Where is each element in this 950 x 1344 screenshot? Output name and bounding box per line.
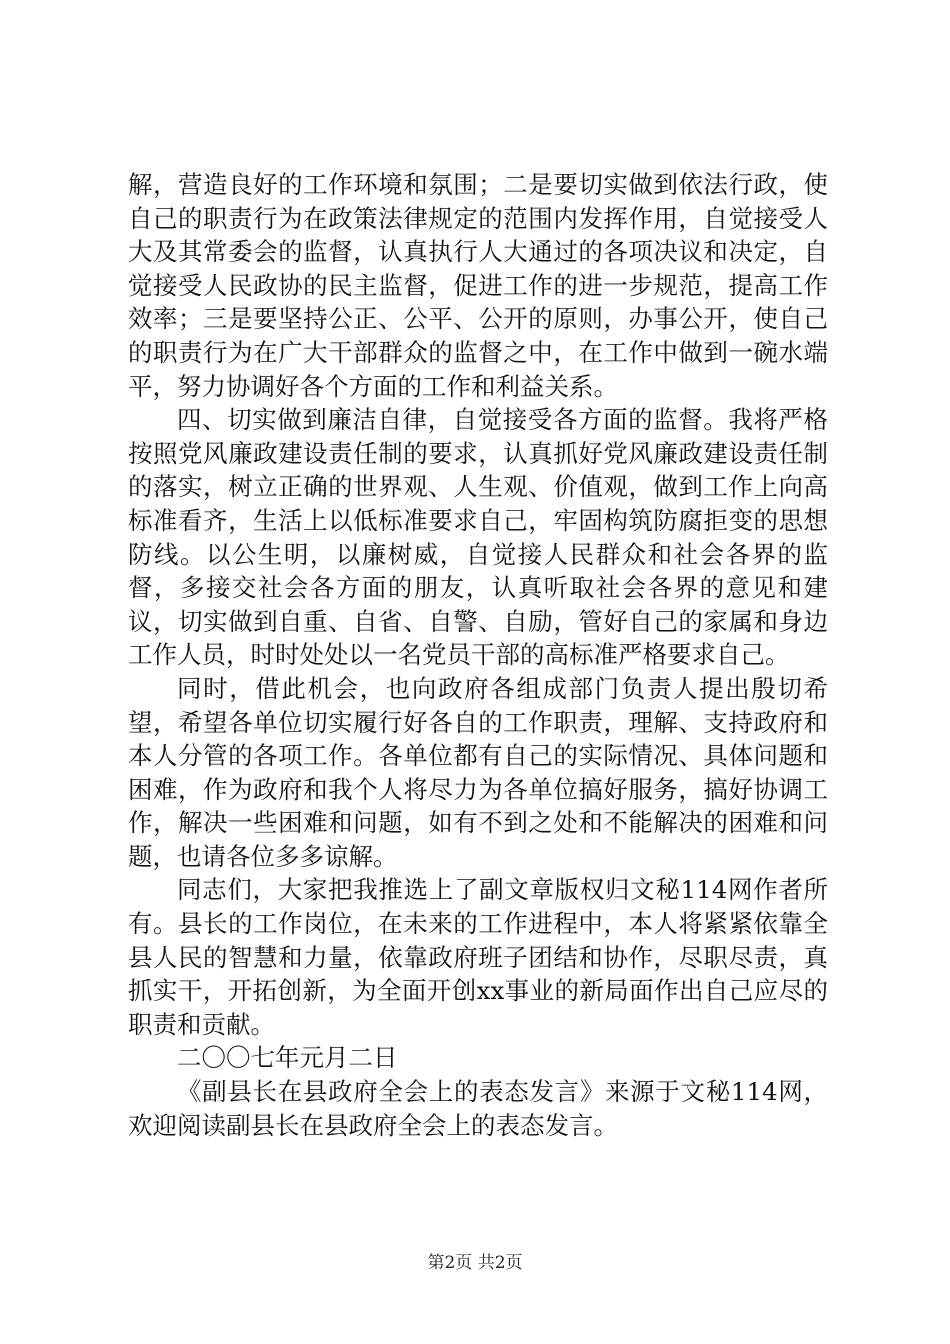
paragraph-continuation: 解，营造良好的工作环境和氛围；二是要切实做到依法行政，使自己的职责行为在政策法律规定的范围内发挥作用，自觉接受人大及其常委会的监督，认真执行人大通过的各项决议和决定，自觉接受人民政协的民主监督，促进工作的进一步规范，提高工作效率；三是要坚持公正、公平、公开的原则，办事公开，使自己的职责行为在广大干部群众的监督之中，在工作中做到一碗水端平，努力协调好各个方面的工作和利益关系。 <box>128 170 828 401</box>
source-note: 《副县长在县政府全会上的表态发言》来源于文秘114网，欢迎阅读副县长在县政府全会上的表态发言。 <box>128 1077 828 1140</box>
paragraph-hopes: 同时，借此机会，也向政府各组成部门负责人提出殷切希望，希望各单位切实履行好各自的工作职责，理解、支持政府和本人分管的各项工作。各单位都有自己的实际情况、具体问题和困难，作为政府和我个人将尽力为各单位搞好服务，搞好协调工作，解决一些困难和问题，如有不到之处和不能解决的困难和问题，也请各位多多谅解。 <box>128 673 828 871</box>
paragraph-closing: 同志们，大家把我推选上了副文章版权归文秘114网作者所有。县长的工作岗位，在未来的工作进程中，本人将紧紧依靠全县人民的智慧和力量，依靠政府班子团结和协作，尽职尽责，真抓实干，开拓创新，为全面开创xx事业的新局面作出自己应尽的职责和贡献。 <box>128 875 828 1039</box>
paragraph-section-four: 四、切实做到廉洁自律，自觉接受各方面的监督。我将严格按照党风廉政建设责任制的要求，认真抓好党风廉政建设责任制的落实，树立正确的世界观、人生观、价值观，做到工作上向高标准看齐，生活上以低标准要求自己，牢固构筑防腐拒变的思想防线。以公生明，以廉树威，自觉接人民群众和社会各界的监督，多接交社会各方面的朋友，认真听取社会各界的意见和建议，切实做到自重、自省、自警、自励，管好自己的家属和身边工作人员，时时处处以一名党员干部的高标准严格要求自己。 <box>128 405 828 670</box>
document-date: 二〇〇七年元月二日 <box>177 1043 398 1073</box>
page-number-footer: 第2页 共2页 <box>427 1253 523 1273</box>
document-body <box>128 168 828 1142</box>
